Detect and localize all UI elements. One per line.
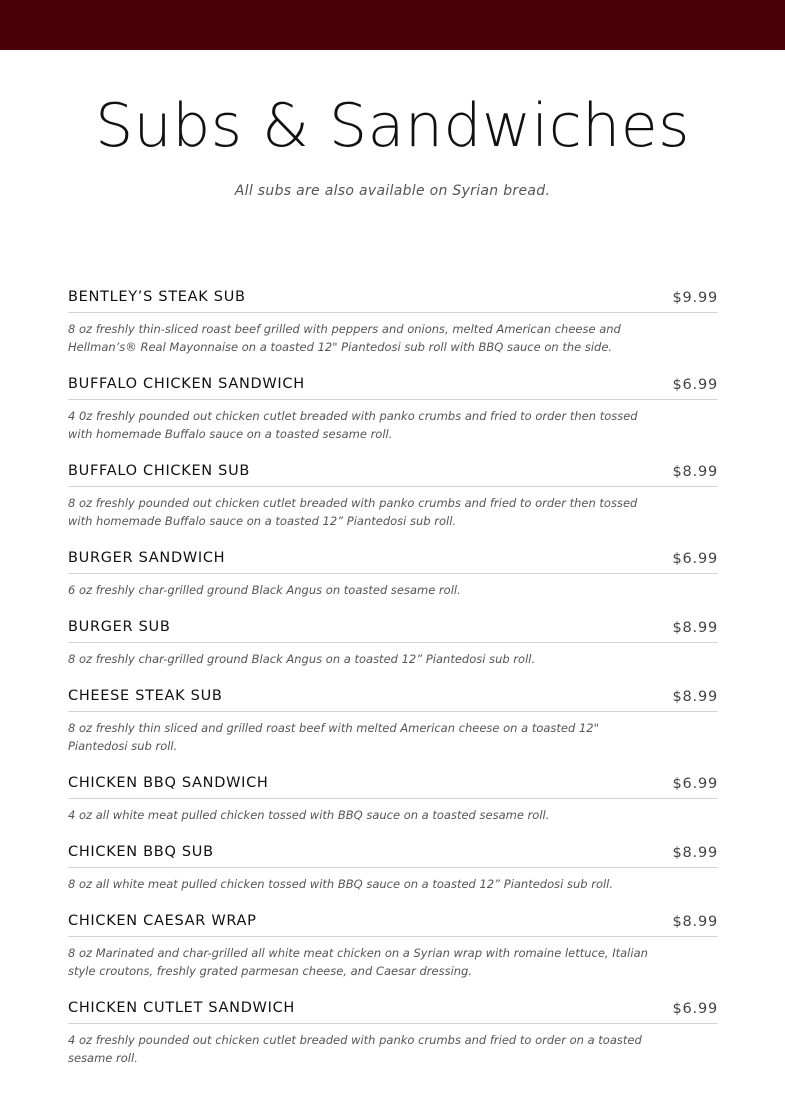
menu-item-header (68, 840, 718, 868)
menu-item-header (68, 372, 718, 400)
menu-item-name: CHICKEN CUTLET SANDWICH (68, 1000, 296, 1016)
menu-item-price: $6.99 (672, 1001, 718, 1017)
menu-item (68, 684, 718, 755)
menu-item-header (68, 615, 718, 643)
menu-item-price: $9.99 (672, 290, 718, 306)
menu-item-description: 8 oz Marinated and char-grilled all white meat chicken on a Syrian wrap with romaine lettuce, Italian style croutons, freshly grated parmesan cheese, and Caesar dressing. (68, 946, 648, 978)
menu-item-description: 8 oz freshly thin-sliced roast beef grilled with peppers and onions, melted American cheese and Hellman’s® Real Mayonnaise on a toasted 12" Piantedosi sub roll with BBQ sauce on the side. (68, 322, 621, 354)
menu-item-header (68, 996, 718, 1024)
menu-item-description: 8 oz freshly pounded out chicken cutlet breaded with panko crumbs and fried to order then tossed with homemade Buffalo sauce on a toasted 12” Piantedosi sub roll. (68, 496, 638, 528)
menu-item-price: $8.99 (672, 620, 718, 636)
menu-item-name: CHICKEN CAESAR WRAP (68, 913, 257, 929)
menu-item (68, 615, 718, 668)
menu-item-header (68, 546, 718, 574)
menu-item-description: 8 oz freshly thin sliced and grilled roast beef with melted American cheese on a toasted 12" Piantedosi sub roll. (68, 721, 599, 753)
menu-item-name: BURGER SANDWICH (68, 550, 226, 566)
menu-item-price: $6.99 (672, 776, 718, 792)
menu-item (68, 459, 718, 530)
menu-item-description: 4 oz all white meat pulled chicken tossed with BBQ sauce on a toasted sesame roll. (68, 808, 550, 822)
top-header-bar (0, 0, 785, 50)
menu-item-description: 4 oz freshly pounded out chicken cutlet breaded with panko crumbs and fried to order on a toasted sesame roll. (68, 1033, 642, 1065)
menu-item-description: 8 oz all white meat pulled chicken tossed with BBQ sauce on a toasted 12” Piantedosi sub roll. (68, 877, 614, 891)
menu-item (68, 771, 718, 824)
menu-item (68, 285, 718, 356)
menu-list (68, 285, 718, 1083)
menu-item-header (68, 771, 718, 799)
menu-item-name: BENTLEY’S STEAK SUB (68, 289, 246, 305)
menu-item-header (68, 285, 718, 313)
menu-item-name: BUFFALO CHICKEN SANDWICH (68, 376, 305, 392)
menu-item-price: $8.99 (672, 914, 718, 930)
menu-item-name: BUFFALO CHICKEN SUB (68, 463, 251, 479)
menu-item-price: $6.99 (672, 377, 718, 393)
menu-item-description: 8 oz freshly char-grilled ground Black Angus on a toasted 12” Piantedosi sub roll. (68, 652, 536, 666)
menu-item (68, 546, 718, 599)
menu-item-description: 4 0z freshly pounded out chicken cutlet breaded with panko crumbs and fried to order then tossed with homemade Buffalo sauce on a toasted sesame roll. (68, 409, 638, 441)
menu-item (68, 372, 718, 443)
menu-item-price: $8.99 (672, 845, 718, 861)
menu-item-name: CHEESE STEAK SUB (68, 688, 223, 704)
menu-item-price: $6.99 (672, 551, 718, 567)
menu-item-description: 6 oz freshly char-grilled ground Black Angus on toasted sesame roll. (68, 583, 461, 597)
page-subtitle: All subs are also available on Syrian bread. (234, 183, 551, 199)
menu-item-header (68, 684, 718, 712)
menu-item-name: CHICKEN BBQ SUB (68, 844, 214, 860)
page-title: Subs & Sandwiches (95, 91, 690, 161)
menu-item-header (68, 459, 718, 487)
menu-item-price: $8.99 (672, 689, 718, 705)
menu-item-price: $8.99 (672, 464, 718, 480)
menu-item (68, 840, 718, 893)
menu-item-name: BURGER SUB (68, 619, 171, 635)
menu-item (68, 909, 718, 980)
menu-item-name: CHICKEN BBQ SANDWICH (68, 775, 269, 791)
menu-item (68, 996, 718, 1067)
menu-item-header (68, 909, 718, 937)
